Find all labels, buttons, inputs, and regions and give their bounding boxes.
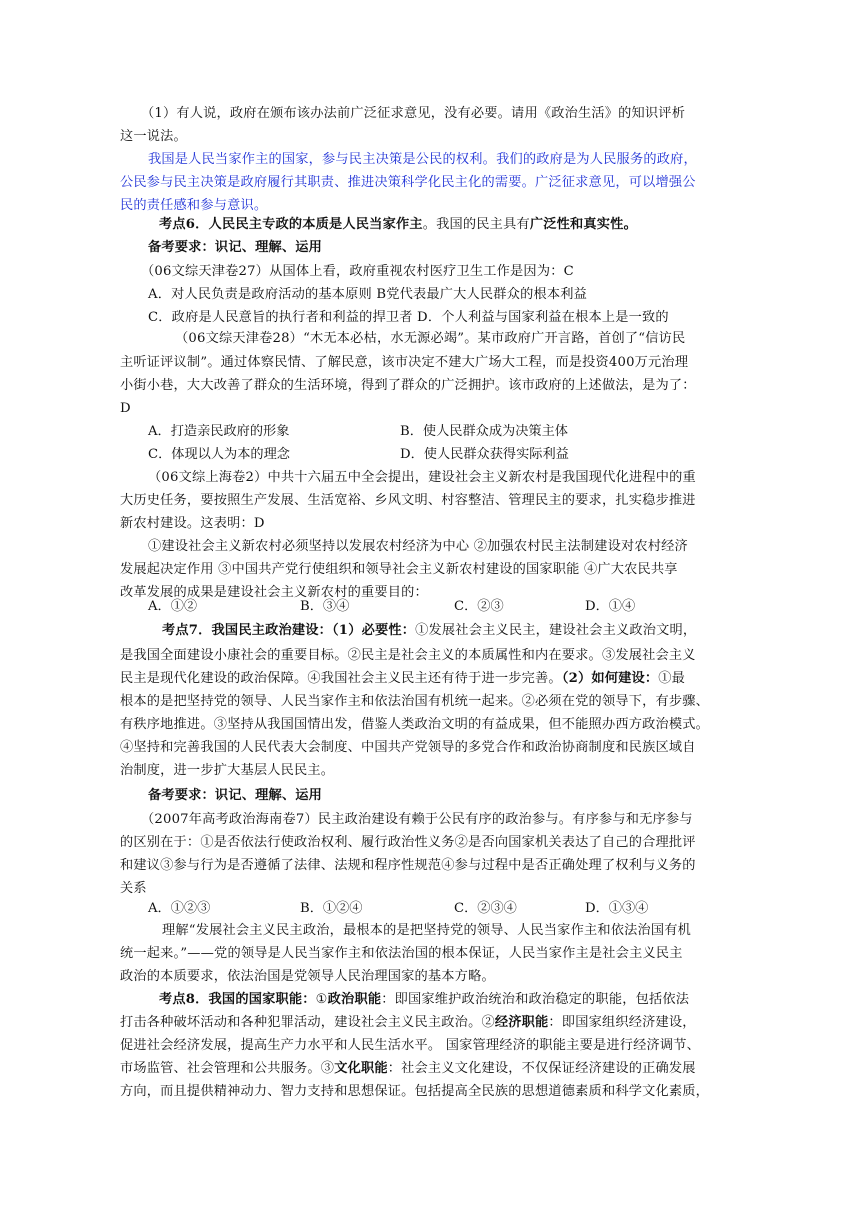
question-2-statement-2: 发展起决定作用 ③中国共产党行使组织和领导社会主义新农村建设的国家职能 ④广大农民共享 [120, 562, 678, 577]
kaodian-7-heading: 考点7．我国民主政治建设：（1）必要性： [162, 623, 416, 638]
question-7-option-c: C．②③④ [454, 901, 517, 916]
kaodian-7-line-3a: 民主是现代化建设的政治保障。④我国社会主义民主还有待于进一步完善。 [120, 671, 562, 686]
question-28-option-d: D．使人民群众获得实际利益 [400, 447, 569, 462]
kaodian-7-line-6: ④坚持和完善我国的人民代表大会制度、中国共产党领导的多党合作和政治协商制度和民族区域自 [120, 740, 696, 755]
question-2-statement-1: ①建设社会主义新农村必须坚持以发展农村经济为中心 ②加强农村民主法制建设对农村经济 [148, 539, 688, 554]
kaodian-8-line-3: 促进社会经济发展，提高生产力水平和人民生活水平。 国家管理经济的职能主要是进行经济调节、 [120, 1038, 701, 1053]
kaodian-6-key: 广泛性和真实性。 [529, 217, 637, 232]
kaodian-8-cultural-function: 文化职能 [334, 1061, 388, 1076]
question-1-line-2: 这一说法。 [120, 129, 187, 144]
question-7-line-4: 关系 [120, 881, 147, 896]
question-7-line-3: 和建议③参与行为是否遵循了法律、法规和程序性规范④参与过程中是否正确处理了权利与义务的 [120, 858, 696, 873]
kaodian-7-line-3c: ①最 [658, 671, 686, 686]
question-2-option-b: B．③④ [300, 599, 350, 614]
kaodian-8-economic-function: 经济职能 [494, 1015, 549, 1030]
kaodian-8-line-4a: 市场监管、社会管理和公共服务。③ [120, 1061, 335, 1076]
question-28-line-2: 主听证评议制”。通过体察民情、了解民意，该市决定不建大广场大工程，而是投资400万元治理 [120, 355, 689, 370]
kaodian-8-line-1 [159, 989, 689, 1011]
kaodian-8-num-1: ① [315, 992, 328, 1007]
kaodian-7-line-5: 有秩序地推进。③坚持从我国国情出发，借鉴人类政治文明的有益成果，但不能照办西方政治模式。 [120, 717, 710, 732]
question-27-stem: （06文综天津卷27）从国体上看，政府重视农村医疗卫生工作是因为：C [141, 264, 574, 279]
question-28-option-a: A．打造亲民政府的形象 [148, 424, 290, 439]
kaodian-6-title: 考点6．人民民主专政的本质是人民当家作主 [159, 217, 423, 232]
question-2-line-2: 大历史任务，要按照生产发展、生活宽裕、乡风文明、村容整洁、管理民主的要求，扎实稳步推进 [120, 493, 696, 508]
question-2-option-c: C．②③ [454, 599, 504, 614]
question-7-option-a: A．①②③ [148, 901, 211, 916]
answer-1-line-3: 民的责任感和参与意识。 [120, 198, 268, 213]
kaodian-8-line-2 [120, 1012, 696, 1034]
kaodian-8-heading: 考点8．我国的国家职能： [159, 992, 316, 1007]
kaodian-8-line-2c: ：即国家组织经济建设， [548, 1015, 696, 1030]
question-7-option-b: B．①②④ [300, 901, 363, 916]
question-27-options-ab: A．对人民负责是政府活动的基本原则 B党代表最广大人民群众的根本利益 [148, 287, 588, 302]
question-1-line-1: （1）有人说，政府在颁布该办法前广泛征求意见，没有必要。请用《政治生活》的知识评析 [141, 106, 686, 121]
question-2-option-d: D．①④ [585, 599, 636, 614]
question-7-line-2: 的区别在于：①是否依法行使政治权利、履行政治性义务②是否向国家机关表达了自己的合理批评 [120, 835, 696, 850]
kaodian-6-requirement: 备考要求：识记、理解、运用 [148, 240, 323, 255]
question-2-option-a: A．①② [148, 599, 198, 614]
question-7-line-1: （2007年高考政治海南卷7）民主政治建设有赖于公民有序的政治参与。有序参与和无序参与 [141, 812, 693, 827]
kaodian-7-line-1 [162, 620, 696, 642]
question-7-option-d: D．①③④ [585, 901, 649, 916]
kaodian-8-line-4c: ：社会主义文化建设，不仅保证经济建设的正确发展 [387, 1061, 696, 1076]
question-28-option-c: C．体现以人为本的理念 [148, 447, 290, 462]
kaodian-8-line-5: 方向，而且提供精神动力、智力支持和思想保证。包括提高全民族的思想道德素质和科学文化素质， [120, 1084, 710, 1099]
question-28-line-1: （06文综天津卷28）“木无本必枯，水无源必竭”。某市政府广开言路，首创了“信访民 [175, 331, 686, 346]
answer-1-line-1: 我国是人民当家作主的国家，参与民主决策是公民的权利。我们的政府是为人民服务的政府， [148, 152, 697, 167]
question-28-option-b: B．使人民群众成为决策主体 [400, 424, 568, 439]
kaodian-6-mid: 。我国的民主具有 [422, 217, 530, 232]
kaodian-6-heading [159, 214, 637, 236]
question-28-line-4: D [120, 401, 131, 416]
question-2-line-3: 新农村建设。这表明：D [120, 516, 265, 531]
kaodian-8-text-1: ：即国家维护政治统治和政治稳定的职能，包括依法 [381, 992, 690, 1007]
kaodian-7-line-7: 治制度，进一步扩大基层人民民主。 [120, 763, 335, 778]
kaodian-8-line-2a: 打击各种破坏活动和各种犯罪活动，建设社会主义民主政治。② [120, 1015, 495, 1030]
kaodian-8-political-function: 政治职能 [327, 992, 382, 1007]
kaodian-7-text-1: ①发展社会主义民主，建设社会主义政治文明， [415, 623, 697, 638]
question-2-line-1: （06文综上海卷2）中共十六届五中全会提出，建设社会主义新农村是我国现代化进程中的重 [148, 470, 696, 485]
kaodian-7-line-3 [120, 668, 685, 690]
kaodian-7-line-2: 是我国全面建设小康社会的重要目标。②民主是社会主义的本质属性和内在要求。③发展社会主义 [120, 648, 696, 663]
kaodian-7-line-4: 根本的是把坚持党的领导、人民当家作主和依法治国有机统一起来。②必须在党的领导下，有步骤、 [120, 694, 710, 709]
kaodian-8-line-4 [120, 1058, 696, 1080]
kaodian-7-requirement: 备考要求：识记、理解、运用 [148, 788, 323, 803]
understanding-line-3: 政治的本质要求，依法治国是党领导人民治理国家的基本方略。 [120, 969, 495, 984]
understanding-line-2: 统一起来。”——党的领导是人民当家作主和依法治国的根本保证，人民当家作主是社会主义民主 [120, 946, 683, 961]
question-27-options-cd: C．政府是人民意旨的执行者和利益的捍卫者 D．个人利益与国家利益在根本上是一致的 [148, 310, 669, 325]
question-28-line-3: 小街小巷，大大改善了群众的生活环境，得到了群众的广泛拥护。该市政府的上述做法，是为了： [120, 378, 696, 393]
kaodian-7-how-heading: （2）如何建设： [561, 671, 659, 686]
understanding-line-1: 理解“发展社会主义民主政治，最根本的是把坚持党的领导、人民当家作主和依法治国有机 [162, 923, 692, 938]
question-2-statement-3: 改革发展的成果是建设社会主义新农村的重要目的： [120, 585, 428, 600]
answer-1-line-2: 公民参与民主决策是政府履行其职责、推进决策科学化民主化的需要。广泛征求意见，可以增强公 [120, 175, 696, 190]
